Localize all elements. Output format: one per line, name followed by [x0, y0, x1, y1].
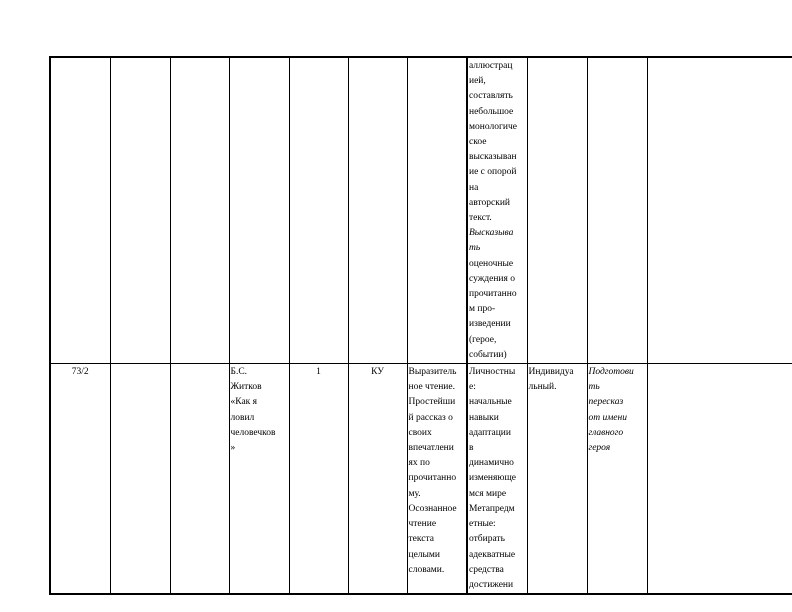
results-cell [467, 364, 527, 595]
homework-text [589, 365, 646, 456]
text-line: адекватные [469, 549, 516, 560]
text-line: ское [469, 137, 487, 148]
goal-text [409, 365, 466, 578]
table-cell [229, 57, 289, 364]
text-line: мся мире [469, 488, 507, 499]
text-line: ть [588, 382, 600, 393]
text-line: ях по [408, 458, 430, 469]
text-line: е: [469, 382, 476, 393]
text-line: навыки [469, 412, 499, 423]
text-line: текст. [469, 213, 492, 224]
text-line: Выразитель [408, 367, 457, 378]
table-cell [50, 57, 110, 364]
table-cell [587, 57, 647, 364]
lesson-number-cell [50, 364, 110, 595]
text-line: адаптации [469, 427, 511, 438]
text-line: етные: [469, 519, 496, 530]
text-line: от имени [588, 412, 627, 423]
table-cell [527, 57, 587, 364]
text-line: льный. [528, 382, 557, 393]
text-line: текста [408, 534, 434, 545]
text-line: впечатлени [408, 443, 454, 454]
text-line: аллюстрац [469, 61, 513, 71]
text-line: в [469, 443, 474, 454]
text-line: ное чтение. [408, 382, 455, 393]
text-line: Б.С. [230, 367, 248, 378]
form-text [529, 365, 586, 395]
text-line: прочитанно [408, 473, 457, 484]
text-line: оценочные [469, 258, 514, 269]
text-line: Житков [230, 382, 262, 393]
text-line: словами. [408, 564, 445, 575]
text-line: «Как я [230, 397, 258, 408]
text-line: » [230, 443, 236, 454]
table-cell [110, 57, 170, 364]
text-line: (герое, [469, 334, 497, 345]
text-line: му. [408, 488, 421, 499]
text-line: м про- [469, 304, 496, 315]
text-line: средства [469, 564, 504, 575]
text-line: небольшое [469, 106, 514, 117]
lesson-number: 73/2 [71, 367, 89, 378]
lesson-title [231, 365, 288, 456]
text-line: ть [469, 243, 481, 254]
lesson-title-cell [229, 364, 289, 595]
table-cell [170, 364, 229, 595]
text-line: своих [408, 427, 432, 438]
table-cell [110, 364, 170, 595]
text-line: ией, [469, 76, 486, 87]
lesson-type: КУ [371, 367, 384, 378]
lesson-plan-table [49, 56, 792, 595]
table-row [50, 364, 792, 595]
table-cell [407, 57, 467, 364]
table-cell [647, 364, 792, 595]
text-line: ловил [230, 412, 255, 423]
text-line: изведении [469, 319, 511, 330]
results-text [469, 365, 526, 593]
lesson-type-cell [348, 364, 407, 595]
text-line: составлять [469, 91, 513, 102]
hours-cell [289, 364, 348, 595]
homework-cell [587, 364, 647, 595]
text-line: изменяюще [469, 473, 517, 484]
text-line: отбирать [469, 534, 505, 545]
form-cell [527, 364, 587, 595]
goal-cell [407, 364, 467, 595]
text-line: главного [588, 427, 624, 438]
text-line: целыми [408, 549, 441, 560]
text-line: Метапредм [469, 503, 515, 514]
text-line: Высказыва [469, 228, 514, 239]
table-cell [170, 57, 229, 364]
text-line: прочитанно [469, 289, 517, 300]
table-cell [647, 57, 792, 364]
text-line: Индивидуа [528, 367, 574, 378]
text-line: начальные [469, 397, 512, 408]
text-line: высказыван [469, 152, 517, 163]
text-line: героя [588, 443, 611, 454]
text-line: Подготови [588, 367, 634, 378]
text-line: пересказ [588, 397, 624, 408]
table-row [50, 57, 792, 364]
table-cell [348, 57, 407, 364]
table-cell [289, 57, 348, 364]
text-line: событии) [469, 349, 507, 360]
text-line: ие с опорой [469, 167, 517, 178]
text-line: человечков [230, 427, 276, 438]
text-line: Личностны [469, 367, 516, 378]
text-line: Простейши [408, 397, 456, 408]
text-line: Осознанное [408, 503, 457, 514]
hours-value: 1 [316, 367, 321, 378]
text-line: монологиче [469, 121, 517, 132]
text-line: авторский [469, 197, 510, 208]
text-line: достижени [469, 579, 514, 590]
results-cell [467, 57, 527, 364]
text-line: чтение [408, 519, 437, 530]
text-line: на [469, 182, 479, 193]
results-text [469, 59, 526, 363]
text-line: динамично [469, 458, 514, 469]
text-line: суждения о [469, 273, 515, 284]
text-line: й рассказ о [408, 412, 453, 423]
